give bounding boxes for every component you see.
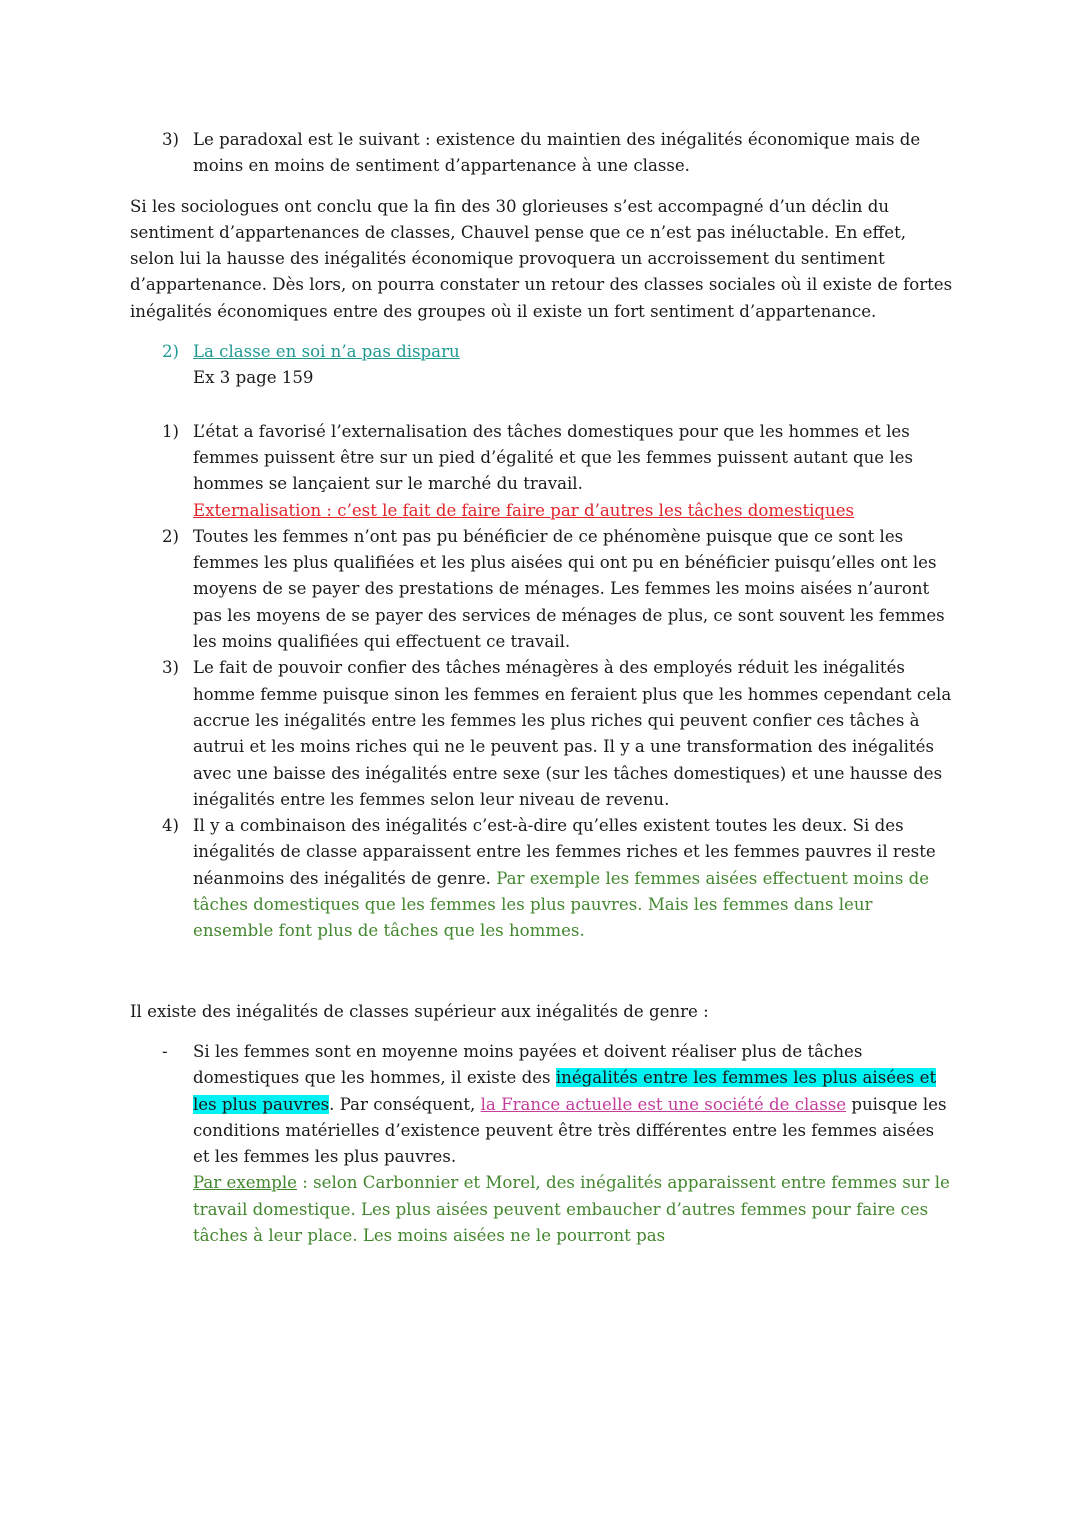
answer-number: 2) [162,526,180,546]
answer-item [130,655,955,813]
bullet-text: Si les femmes sont en moyenne moins payées et doivent réaliser plus de tâches domestiques que les hommes, il existe des [193,1041,863,1088]
example-text: : selon Carbonnier et Morel, des inégalités apparaissent entre femmes sur le travail domestique. Les plus aisées peuvent embaucher d’autres femmes pour faire ces tâches à leur place. Les moins aisées ne le pourront pas [193,1173,950,1245]
bullet-item [130,1039,955,1249]
answer-item [130,813,955,944]
answer-item [130,419,955,524]
document-page [130,127,955,1249]
answer-number: 3) [162,658,180,678]
paragraph-classes: Il existe des inégalités de classes supérieur aux inégalités de genre : [130,1001,709,1021]
example-label: Par exemple [193,1173,298,1193]
answer-text: L’état a favorisé l’externalisation des tâches domestiques pour que les hommes et les femmes puissent être sur un pied d’égalité et que les femmes puissent autant que les hommes se lançaient sur le marché du travail. [193,421,914,494]
section-heading [130,339,955,392]
answer-text: Le fait de pouvoir confier des tâches ménagères à des employés réduit les inégalités homme femme puisque sinon les femmes en feraient plus que les hommes cependant cela accrue les inégalités entre les femmes les plus riches qui peuvent confier ces tâches à autrui et les moins riches qui ne le peuvent pas. Il y a une transformation des inégalités avec une baisse des inégalités entre sexe (sur les tâches domestiques) et une hausse des inégalités entre les femmes selon leur niveau de revenu. [193,658,952,809]
paragraph-chauvel: Si les sociologues ont conclu que la fin des 30 glorieuses s’est accompagné d’un déclin du sentiment d’appartenances de classes, Chauvel pense que ce n’est pas inéluctable. En effet, selon lui la hausse des inégalités économique provoquera un accroissement du sentiment d’appartenance. Dès lors, on pourra constater un retour des classes sociales où il existe de fortes inégalités économiques entre des groupes où il existe un fort sentiment d’appartenance. [130,196,953,321]
list-text: Le paradoxal est le suivant : existence du maintien des inégalités économique mais de moins en moins de sentiment d’appartenance à une classe. [193,130,921,176]
answer-number: 1) [162,421,180,441]
example-text: Par exemple les femmes aisées effectuent moins de tâches domestiques que les femmes les plus pauvres. Mais les femmes dans leur ensemble font plus de tâches que les hommes. [193,868,930,941]
bullet-text: puisque les conditions matérielles d’existence peuvent être très différentes entre les femmes aisées et les femmes les plus pauvres. [193,1094,947,1167]
answer-item [130,524,955,655]
list-item [130,127,955,180]
bullet-marker: - [162,1041,168,1061]
bullet-text: . Par conséquent, [329,1094,481,1114]
section-number: 2) [162,342,180,362]
highlighted-text: inégalités entre les femmes les plus aisées et les plus pauvres [193,1068,937,1114]
section-subtitle: Ex 3 page 159 [193,368,314,388]
pink-underlined-text: la France actuelle est une société de classe [480,1094,847,1114]
answer-text: Toutes les femmes n’ont pas pu bénéficier de ce phénomène puisque que ce sont les femmes les plus qualifiées et les plus aisées qui ont pu en bénéficier puisqu’elles ont les moyens de se payer des prestations de ménages. Les femmes les moins aisées n’auront pas les moyens de se payer des services de ménages de plus, ce sont souvent les femmes les moins qualifiées qui effectuent ce travail. [193,526,945,652]
answer-number: 4) [162,816,180,836]
answer-text: Il y a combinaison des inégalités c’est-à-dire qu’elles existent toutes les deux. Si des inégalités de classe apparaissent entre les femmes riches et les femmes pauvres il reste néanmoins des inégalités de genre. [193,816,936,888]
definition-text: Externalisation : c’est le fait de faire faire par d’autres les tâches domestiques [193,500,855,520]
section-title: La classe en soi n’a pas disparu [193,342,460,362]
list-number: 3) [162,130,180,149]
